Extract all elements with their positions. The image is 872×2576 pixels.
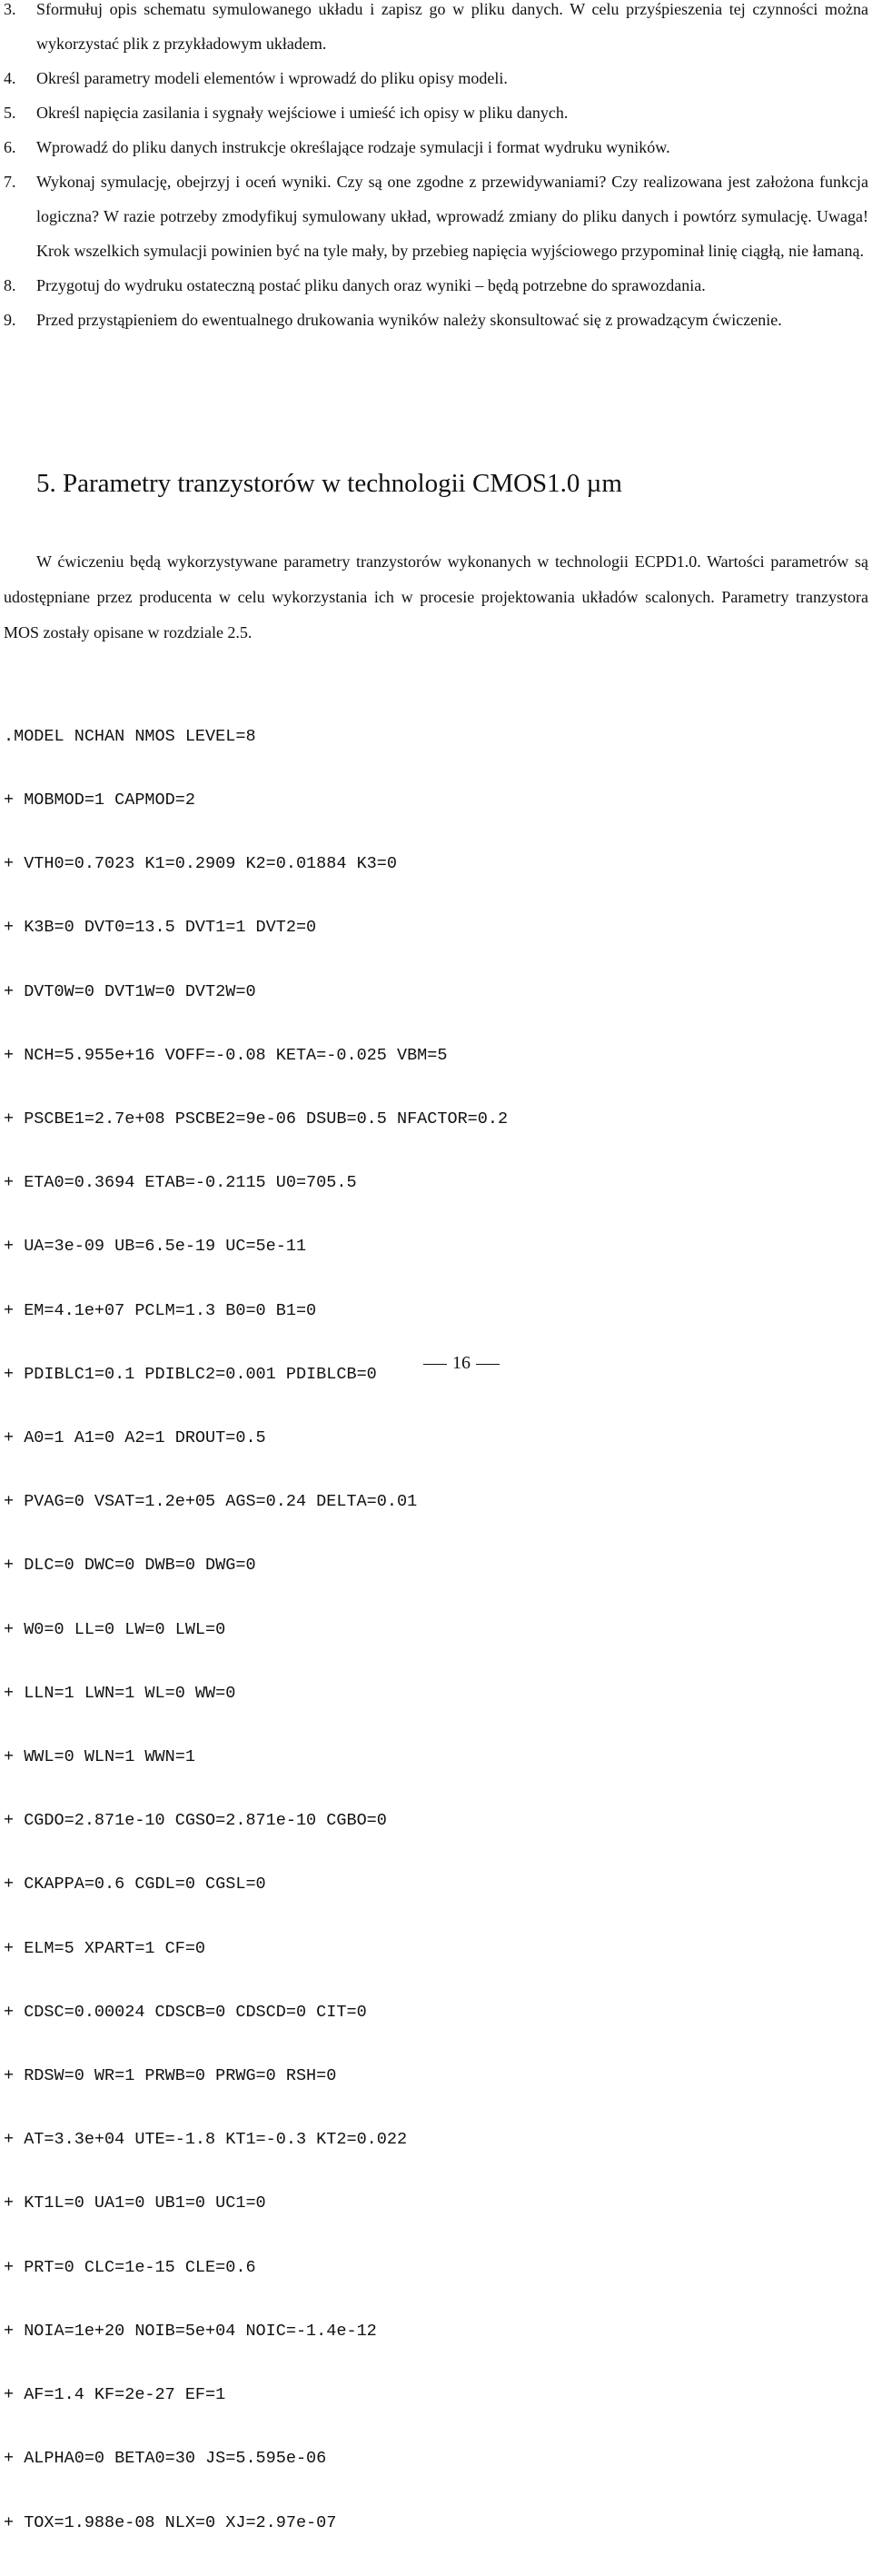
model-line: + ALPHA0=0 BETA0=30 JS=5.595e-06	[4, 2449, 327, 2469]
footer-dash-right	[476, 1364, 500, 1366]
step-item	[4, 268, 868, 303]
step-number: 3.	[4, 0, 16, 18]
section-title: 5. Parametry tranzystorów w technologii CMOS1.0 µm	[36, 469, 622, 498]
step-number: 6.	[4, 138, 16, 156]
step-number: 8.	[4, 276, 16, 294]
step-text: Wprowadź do pliku danych instrukcje określające rodzaje symulacji i format wydruku wyników.	[36, 138, 670, 156]
model-line: + AF=1.4 KF=2e-27 EF=1	[4, 2385, 226, 2405]
model-line: + ETA0=0.3694 ETAB=-0.2115 U0=705.5	[4, 1173, 357, 1193]
step-item	[4, 61, 868, 95]
step-text: Określ napięcia zasilania i sygnały wejściowe i umieść ich opisy w pliku danych.	[36, 104, 569, 122]
model-line: + TOX=1.988e-08 NLX=0 XJ=2.97e-07	[4, 2512, 337, 2532]
step-text: Przed przystąpieniem do ewentualnego drukowania wyników należy skonsultować się z prowadzącym ćwiczenie.	[36, 311, 782, 329]
intro-paragraph: W ćwiczeniu będą wykorzystywane parametry tranzystorów wykonanych w technologii ECPD1.0. Wartości parametrów są udostępniane przez producenta w celu wykorzystania ich w procesie projektowania układów scalonych. Parametry tranzystora MOS zostały opisane w rozdziale 2.5.	[4, 552, 868, 642]
model-line: + CDSC=0.00024 CDSCB=0 CDSCD=0 CIT=0	[4, 2002, 367, 2022]
instruction-steps	[4, 0, 868, 337]
step-item	[4, 0, 868, 61]
model-line: + ELM=5 XPART=1 CF=0	[4, 1938, 206, 1958]
step-number: 5.	[4, 104, 16, 122]
model-line: + PSCBE1=2.7e+08 PSCBE2=9e-06 DSUB=0.5 NFACTOR=0.2	[4, 1109, 509, 1129]
step-item	[4, 95, 868, 130]
step-item	[4, 130, 868, 164]
model-line: + KT1L=0 UA1=0 UB1=0 UC1=0	[4, 2193, 266, 2213]
model-line: + PVAG=0 VSAT=1.2e+05 AGS=0.24 DELTA=0.01	[4, 1492, 418, 1512]
step-number: 7.	[4, 173, 16, 191]
model-line: + A0=1 A1=0 A2=1 DROUT=0.5	[4, 1428, 266, 1448]
step-text: Przygotuj do wydruku ostateczną postać pliku danych oraz wyniki – będą potrzebne do sprawozdania.	[36, 276, 706, 294]
model-line: + NOIA=1e+20 NOIB=5e+04 NOIC=-1.4e-12	[4, 2321, 377, 2341]
model-line: + DLC=0 DWC=0 DWB=0 DWG=0	[4, 1556, 256, 1576]
model-line: + WWL=0 WLN=1 WWN=1	[4, 1747, 195, 1767]
step-item	[4, 303, 868, 337]
model-line: + CKAPPA=0.6 CGDL=0 CGSL=0	[4, 1875, 266, 1895]
footer-dash-left	[423, 1364, 447, 1366]
model-line: + RDSW=0 WR=1 PRWB=0 PRWG=0 RSH=0	[4, 2066, 337, 2086]
model-line: + PRT=0 CLC=1e-15 CLE=0.6	[4, 2257, 256, 2277]
model-line: + AT=3.3e+04 UTE=-1.8 KT1=-0.3 KT2=0.022	[4, 2130, 408, 2150]
spice-model-listing	[4, 683, 508, 2576]
step-number: 9.	[4, 311, 16, 329]
model-line: + NCH=5.955e+16 VOFF=-0.08 KETA=-0.025 VBM=5	[4, 1045, 448, 1065]
step-text: Wykonaj symulację, obejrzyj i oceń wyniki. Czy są one zgodne z przewidywaniami? Czy realizowana jest założona funkcja logiczna? W razie potrzeby zmodyfikuj symulowany układ, wprowadź zmiany do pliku danych i powtórz symulację. Uwaga! Krok wszelkich symulacji powinien być na tyle mały, by przebieg napięcia wyjściowego przypominał linię ciągłą, nie łamaną.	[36, 173, 868, 260]
model-line: .MODEL NCHAN NMOS LEVEL=8	[4, 726, 256, 746]
step-item	[4, 164, 868, 268]
model-line: + EM=4.1e+07 PCLM=1.3 B0=0 B1=0	[4, 1300, 317, 1320]
model-line: + CGDO=2.871e-10 CGSO=2.871e-10 CGBO=0	[4, 1811, 387, 1831]
model-line: + PDIBLC1=0.1 PDIBLC2=0.001 PDIBLCB=0	[4, 1364, 377, 1384]
page-footer	[418, 1353, 505, 1374]
page-number: 16	[452, 1353, 471, 1373]
model-line: + MOBMOD=1 CAPMOD=2	[4, 791, 195, 811]
step-number: 4.	[4, 69, 16, 87]
model-line: + K3B=0 DVT0=13.5 DVT1=1 DVT2=0	[4, 918, 317, 938]
model-line: + UA=3e-09 UB=6.5e-19 UC=5e-11	[4, 1237, 307, 1257]
step-text: Określ parametry modeli elementów i wprowadź do pliku opisy modeli.	[36, 69, 508, 87]
model-line: + LLN=1 LWN=1 WL=0 WW=0	[4, 1683, 236, 1703]
model-line: + VTH0=0.7023 K1=0.2909 K2=0.01884 K3=0	[4, 854, 397, 874]
step-text: Sformułuj opis schematu symulowanego układu i zapisz go w pliku danych. W celu przyśpieszenia tej czynności można wykorzystać plik z przykładowym układem.	[36, 0, 868, 53]
model-line: + DVT0W=0 DVT1W=0 DVT2W=0	[4, 981, 256, 1001]
model-line: + W0=0 LL=0 LW=0 LWL=0	[4, 1619, 226, 1639]
